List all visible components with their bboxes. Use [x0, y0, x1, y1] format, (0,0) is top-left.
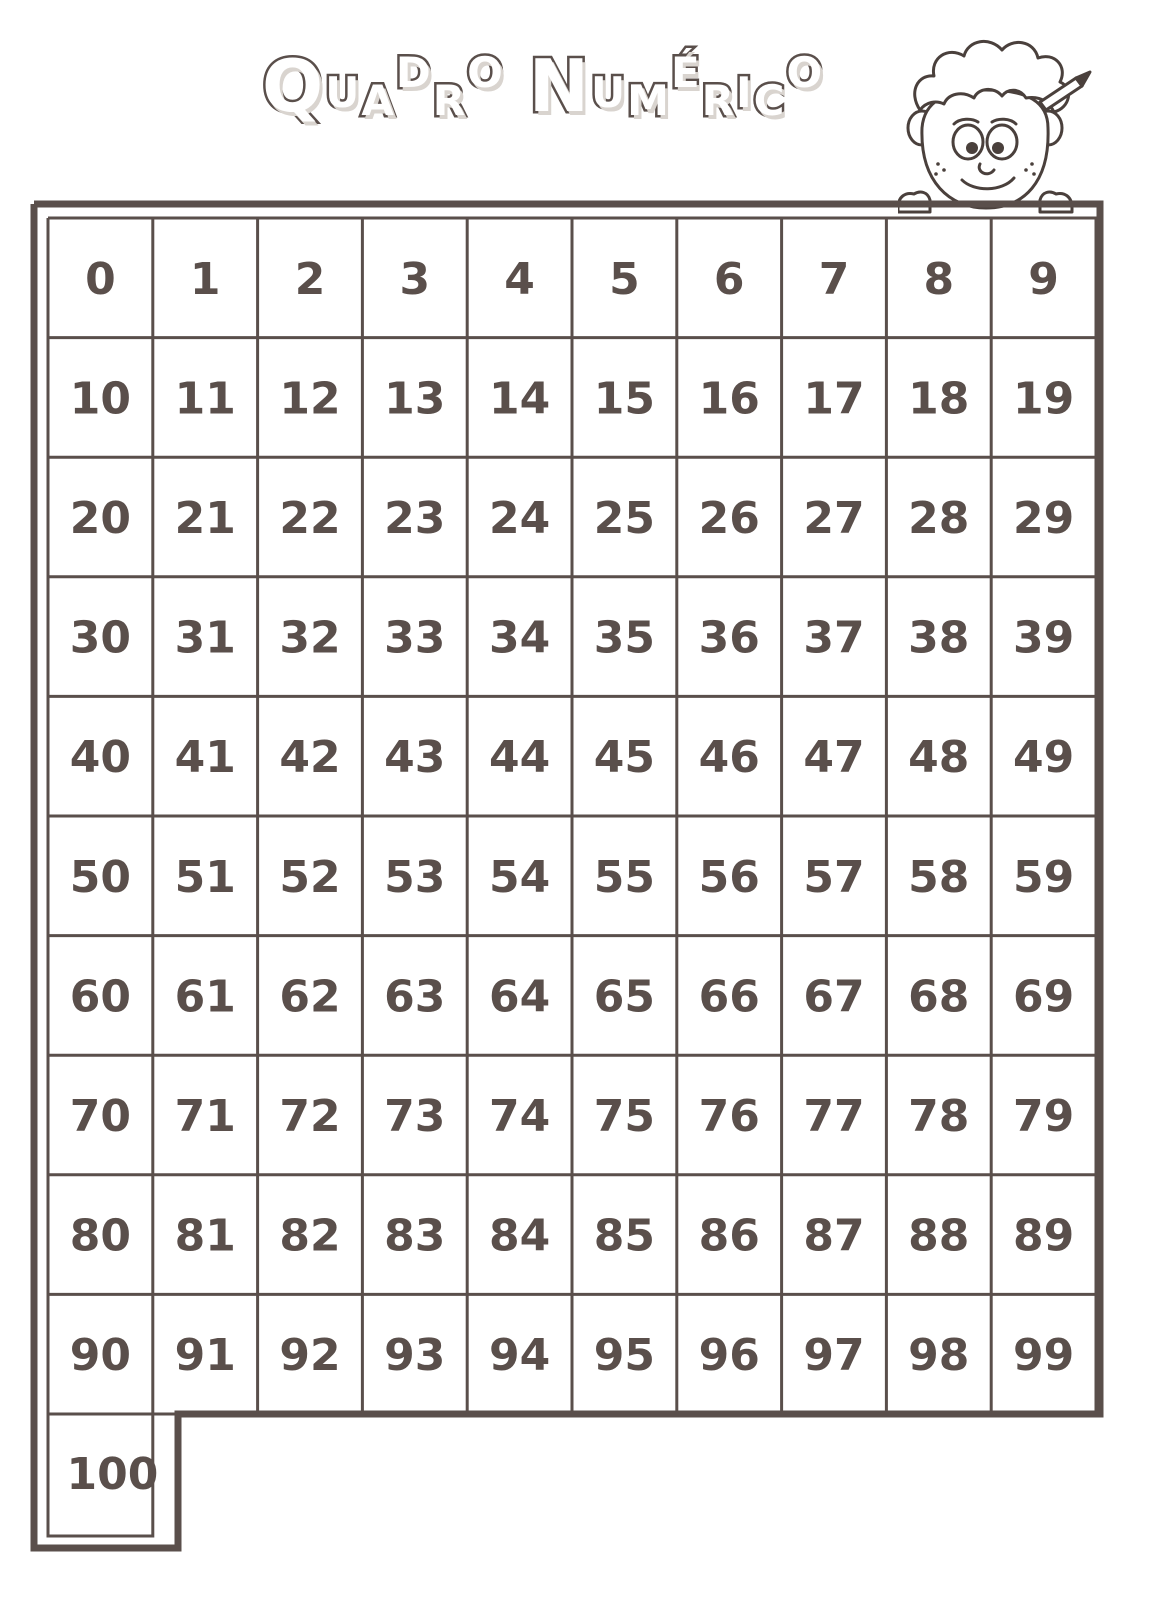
grid-cell-number: 72 [279, 1091, 341, 1142]
grid-cell-number: 25 [593, 493, 656, 544]
grid-cell-number: 13 [384, 373, 446, 425]
grid-cell-number: 35 [593, 612, 656, 664]
grid-cell-number: 68 [908, 971, 970, 1023]
grid-cell-number: 55 [593, 851, 656, 903]
title-letter: R [701, 76, 734, 125]
grid-cell-number: 12 [279, 373, 341, 425]
grid-cell-number: 79 [1012, 1091, 1075, 1142]
grid-cell-number: 23 [384, 493, 446, 544]
grid-cell-number: 78 [908, 1091, 970, 1142]
grid-cell-number: 4 [504, 253, 535, 305]
grid-cell-number: 37 [803, 612, 865, 664]
grid-cell-number: 20 [69, 493, 132, 544]
grid-cell-number: 9 [1028, 253, 1059, 305]
title-letter: U [591, 68, 626, 117]
grid-cell-number: 8 [923, 253, 955, 305]
grid-cell-number: 93 [384, 1330, 446, 1382]
grid-cell-number: 30 [69, 612, 132, 664]
grid-cell-number: 38 [908, 612, 970, 664]
grid-cell-number: 66 [698, 971, 760, 1023]
grid-cell-number: 6 [713, 253, 745, 305]
grid-cell-number: 10 [69, 373, 132, 425]
grid-cell-number: 18 [908, 373, 970, 425]
grid-cell-number: 89 [1012, 1210, 1075, 1262]
grid-cell-number: 40 [69, 732, 132, 784]
grid-cell-number: 43 [384, 732, 446, 784]
grid-cell-number: 27 [803, 493, 865, 544]
grid-cell-number: 52 [279, 851, 341, 903]
grid-cell-number: 64 [488, 971, 551, 1023]
grid-cell-number: 85 [593, 1210, 656, 1262]
grid-cell-number: 90 [69, 1330, 132, 1382]
grid-cell-number: 87 [803, 1210, 865, 1262]
grid-cell-number: 0 [85, 253, 116, 305]
grid-cell-number: 2 [294, 253, 326, 305]
title-letter: É [670, 48, 700, 97]
grid-cell-number: 92 [279, 1330, 341, 1382]
grid-cell-number: 61 [174, 971, 236, 1023]
grid-cell-number: 75 [593, 1091, 656, 1142]
grid-cell-number: 24 [488, 493, 551, 544]
grid-cell-number: 56 [698, 851, 760, 903]
grid-cell-number: 17 [803, 373, 865, 425]
grid-cell-number: 82 [279, 1210, 341, 1262]
title-letter: I [736, 68, 752, 117]
grid-cell-number: 42 [279, 732, 341, 784]
grid-cell-number-extra: 100 [66, 1449, 159, 1500]
grid-cell-number: 98 [908, 1330, 970, 1382]
grid-cell-number: 21 [174, 493, 236, 544]
grid-cell-number: 84 [488, 1210, 551, 1262]
grid-cell-number: 54 [488, 851, 551, 903]
grid-cell-number: 59 [1012, 851, 1075, 903]
grid-cell-number: 44 [488, 732, 551, 784]
title-letter: O [467, 48, 503, 97]
grid-cell-number: 49 [1012, 732, 1075, 784]
grid-cell-number: 48 [908, 732, 970, 784]
grid-cell-number: 47 [803, 732, 865, 784]
title-letter: N [528, 44, 590, 128]
grid-cell-number: 67 [803, 971, 865, 1023]
grid-cell-number: 16 [698, 373, 760, 425]
grid-cell-number: 33 [384, 612, 446, 664]
grid-cell-number: 81 [174, 1210, 236, 1262]
grid-cell-number: 95 [593, 1330, 656, 1382]
grid-cell-number: 19 [1012, 373, 1075, 425]
grid-cell-number: 58 [908, 851, 970, 903]
grid-cell-number: 34 [488, 612, 551, 664]
grid-cell-number: 77 [803, 1091, 865, 1142]
grid-cell-number: 3 [399, 253, 431, 305]
grid-cell-number: 71 [174, 1091, 236, 1142]
grid-cell-number: 28 [908, 493, 970, 544]
grid-cell-number: 31 [174, 612, 236, 664]
grid-cell-number: 73 [384, 1091, 446, 1142]
grid-cell-number: 83 [384, 1210, 446, 1262]
grid-cell-number: 39 [1012, 612, 1075, 664]
grid-cell-number: 53 [384, 851, 446, 903]
title-letter: U [325, 68, 360, 117]
grid-cell-number: 14 [488, 373, 551, 425]
grid-cell-number: 94 [488, 1330, 551, 1382]
title-letter: D [395, 48, 431, 97]
grid-cell-number: 11 [174, 373, 236, 425]
grid-cell-number: 80 [69, 1210, 132, 1262]
grid-numbers [66, 254, 1074, 1500]
grid-cell-number: 62 [279, 971, 341, 1023]
grid-cell-number: 69 [1012, 971, 1075, 1023]
grid-cell-number: 46 [698, 732, 760, 784]
title-letter: O [786, 48, 823, 97]
grid-cell-number: 74 [488, 1091, 551, 1142]
grid-cell-number: 65 [593, 971, 656, 1023]
grid-cell-number: 1 [189, 253, 221, 305]
grid-cell-number: 50 [69, 851, 132, 903]
grid-cell-number: 29 [1012, 493, 1075, 544]
grid-cell-number: 76 [698, 1091, 760, 1142]
grid-cell-number: 7 [818, 253, 850, 305]
grid-cell-number: 86 [698, 1210, 760, 1262]
title-letter: C [753, 76, 785, 125]
grid-cell-number: 36 [698, 612, 760, 664]
grid-cell-number: 15 [593, 373, 656, 425]
grid-cell-number: 32 [279, 612, 341, 664]
grid-cell-number: 97 [803, 1330, 865, 1382]
title-letter: R [432, 76, 466, 125]
grid-cell-number: 22 [279, 493, 341, 544]
grid-cell-number: 63 [384, 971, 446, 1023]
title-letter: A [361, 76, 394, 125]
title-letter: M [627, 76, 669, 125]
grid-cell-number: 99 [1012, 1330, 1075, 1382]
title-letter: Q [262, 44, 324, 128]
grid-cell-number: 88 [908, 1210, 970, 1262]
grid-cell-number: 57 [803, 851, 865, 903]
grid-cell-number: 51 [174, 851, 236, 903]
grid-cell-number: 91 [174, 1330, 236, 1382]
grid-cell-number: 5 [609, 253, 640, 305]
grid-cell-number: 96 [698, 1330, 760, 1382]
grid-cell-number: 60 [69, 971, 132, 1023]
grid-cell-number: 70 [69, 1091, 132, 1142]
grid-cell-number: 41 [174, 732, 236, 784]
grid-cell-number: 26 [698, 493, 760, 544]
grid-cell-number: 45 [593, 732, 656, 784]
